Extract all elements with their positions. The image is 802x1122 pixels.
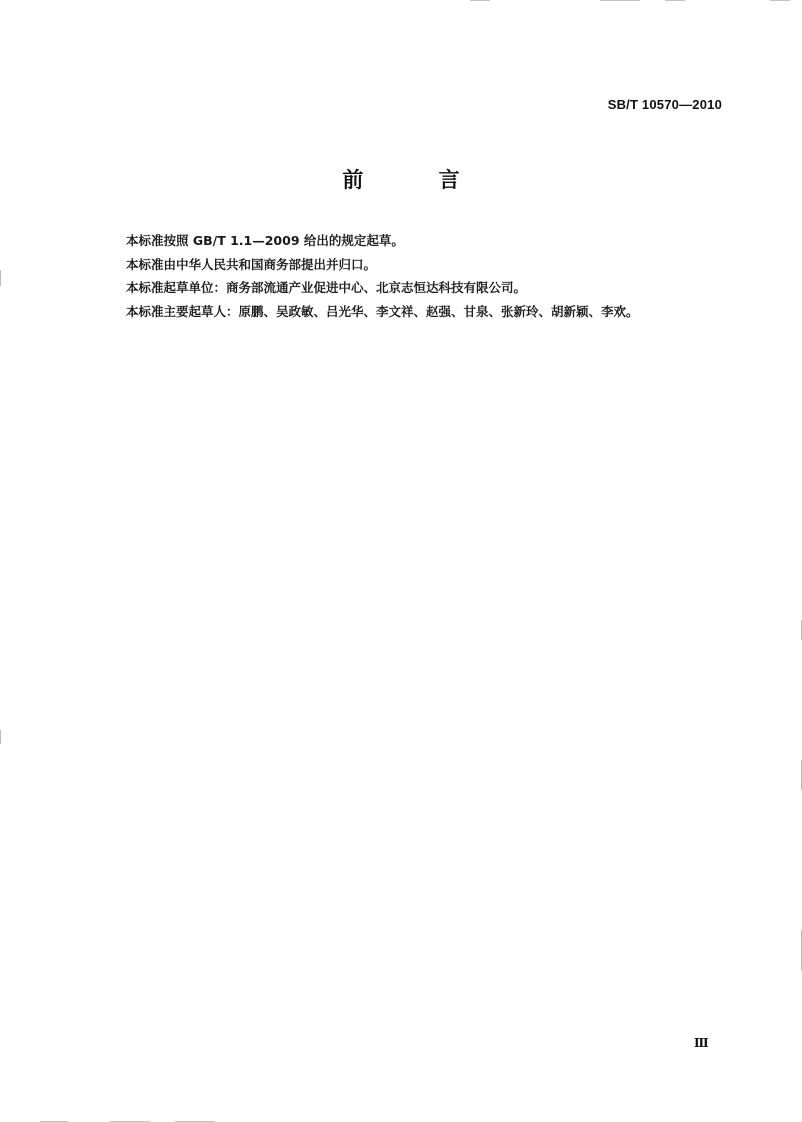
scan-artifact-left: [0, 270, 1, 286]
scan-artifact-left: [0, 730, 1, 744]
paragraph-drafting-units: 本标准起草单位：商务部流通产业促进中心、北京志恒达科技有限公司。: [126, 280, 527, 295]
scan-artifact-top: [470, 0, 490, 1]
scan-artifact-top: [665, 0, 685, 1]
scan-artifact-top: [770, 0, 790, 1]
page-number: Ⅲ: [694, 1036, 709, 1050]
paragraph-drafters: 本标准主要起草人：原鹏、吴政敏、吕光华、李文祥、赵强、甘泉、张新玲、胡新颖、李欢。: [126, 303, 639, 319]
standard-code: SB/T 10570—2010: [607, 97, 722, 112]
paragraph-drafting-rules: 本标准按照 GB/T 1.1—2009 给出的规定起草。: [126, 233, 404, 248]
foreword-body: [126, 229, 686, 323]
page-title: 前 言: [342, 168, 494, 192]
paragraph-proposer: 本标准由中华人民共和国商务部提出并归口。: [126, 256, 377, 272]
scan-artifact-top: [600, 0, 640, 1]
